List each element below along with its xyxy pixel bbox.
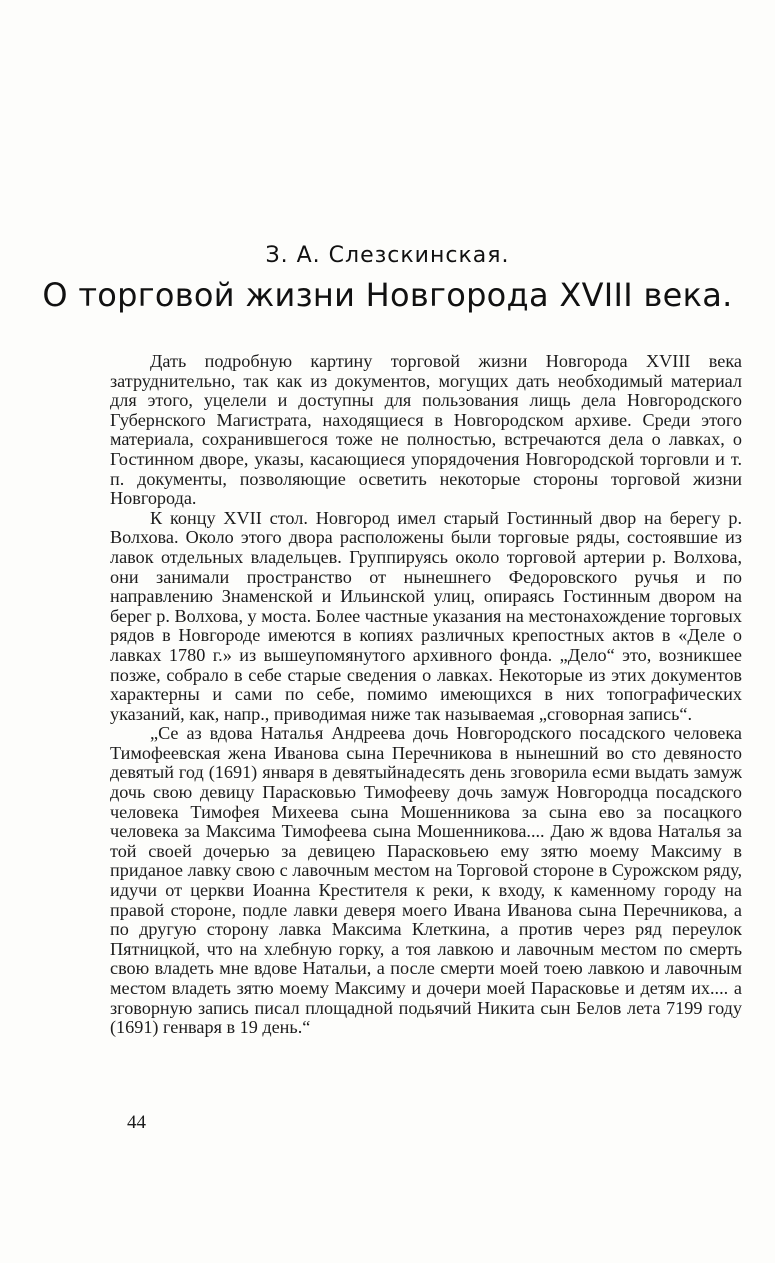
- author-name: З. А. Слезскинская.: [265, 243, 510, 268]
- article-title: О торговой жизни Новгорода XVIII века.: [42, 276, 733, 314]
- page-number: 44: [127, 1112, 146, 1133]
- paragraph: „Се аз вдова Наталья Андреева дочь Новгородского посадского человека Тимофеевская жена Иванова сына Перечникова в нынешний во сто девяносто девятый год (1691) января в девятыйнадесять день зговорила есми выдать замуж дочь свою девицу Парасковью Тимофееву дочь замуж Новгородца посадского человека Тимофея Михеева сына Мошенникова за сына ево за посацкого человека за Максима Тимофеева сына Мошенникова.... Даю ж вдова Наталья за той своей дочерью за девицею Парасковьею ему зятю моему Максиму в приданое лавку свою с лавочным местом на Торговой стороне в Сурожском ряду, идучи от церкви Иоанна Крестителя к реки, к входу, к каменному городу на правой стороне, подле лавки деверя моего Ивана Иванова сына Перечникова, а по другую сторону лавка Максима Клеткина, а против через ряд переулок Пятницкой, что на хлебную горку, а тоя лавкою и лавочным местом по смерть свою владеть мне вдове Натальи, а после смерти моей тоею лавкою и лавочным местом владеть зятю моему Максиму и дочери моей Парасковье и детям их.... а зговорную запись писал площадной подьячий Никита сын Белов лета 7199 году (1691) генваря в 19 день.“: [110, 723, 742, 1038]
- paragraph: Дать подробную картину торговой жизни Новгорода XVIII века затруднительно, так как из документов, могущих дать необходимый материал для этого, уцелели и доступны для пользования лищь дела Новгородского Губернского Магистрата, находящиеся в Новгородском архиве. Среди этого материала, сохранившегося тоже не полностью, встречаются дела о лавках, о Гостинном дворе, указы, касающиеся упорядочения Новгородской торговли и т. п. документы, позволяющие осветить некоторые стороны торговой жизни Новгорода.: [110, 351, 742, 509]
- article-body: [110, 352, 742, 1038]
- paragraph: К концу XVII стол. Новгород имел старый Гостинный двор на берегу р. Волхова. Около этого двора расположены были торговые ряды, состоявшие из лавок отдельных владельцев. Группируясь около торговой артерии р. Волхова, они занимали пространство от нынешнего Федоровского ручья и по направлению Знаменской и Ильинской улиц, опираясь Гостинным двором на берег р. Волхова, у моста. Более частные указания на местонахождение торговых рядов в Новгороде имеются в копиях различных крепостных актов в «Деле о лавках 1780 г.» из вышеупомянутого архивного фонда. „Дело“ это, возникшее позже, собрало в себе старые сведения о лавках. Некоторые из этих документов характерны и сами по себе, помимо имеющихся в них топографических указаний, как, напр., приводимая ниже так называемая „сговорная запись“.: [110, 507, 742, 724]
